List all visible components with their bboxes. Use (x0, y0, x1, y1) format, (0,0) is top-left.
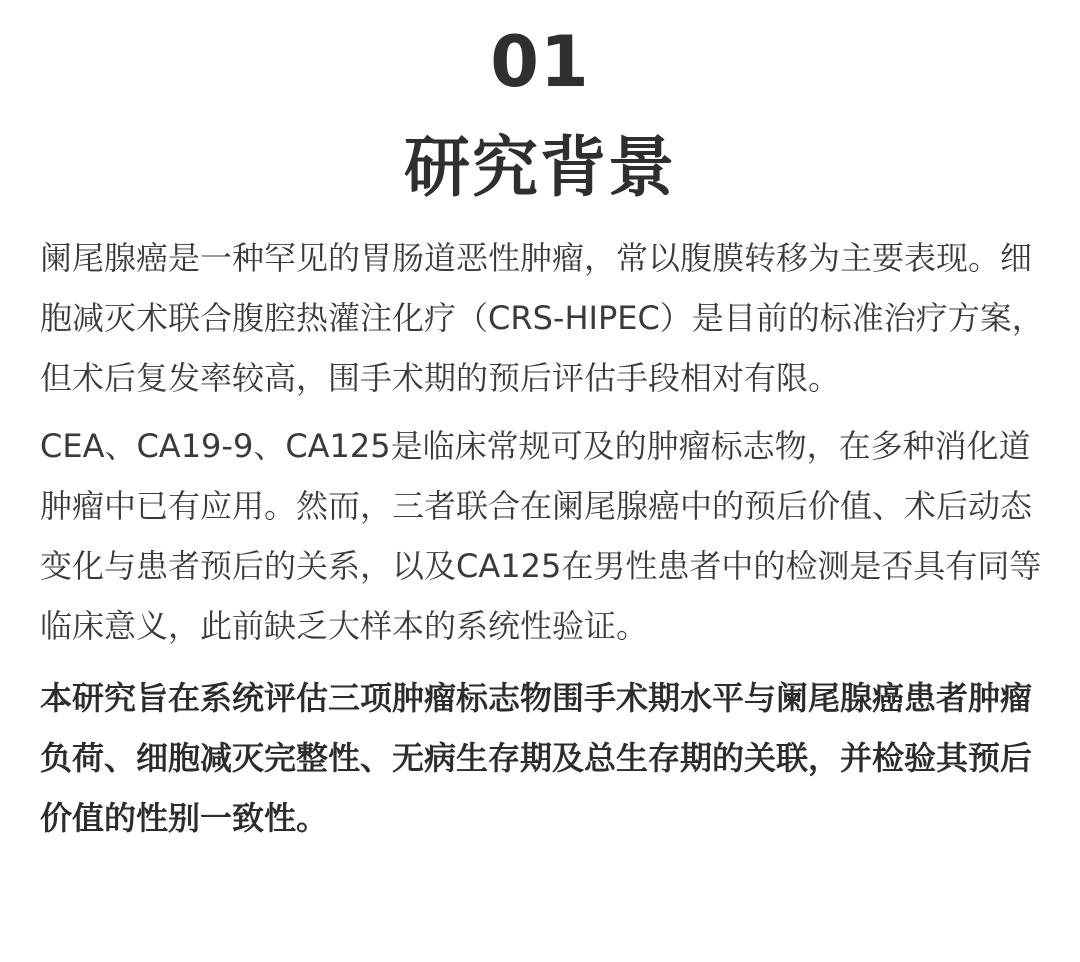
study-aim-paragraph: 本研究旨在系统评估三项肿瘤标志物围手术期水平与阑尾腺癌患者肿瘤负荷、细胞减灭完整性、无病生存期及总生存期的关联，并检验其预后价值的性别一致性。 (40, 679, 1033, 837)
section-number: 01 (490, 21, 590, 103)
background-paragraph: 阑尾腺癌是一种罕见的胃肠道恶性肿瘤，常以腹膜转移为主要表现。细胞减灭术联合腹腔热灌注化疗（CRS-HIPEC）是目前的标准治疗方案，但术后复发率较高，围手术期的预后评估手段相对有限。 (40, 239, 1044, 397)
section-title: 研究背景 (404, 129, 676, 206)
biomarker-paragraph: CEA、CA19-9、CA125是临床常规可及的肿瘤标志物，在多种消化道肿瘤中已有应用。然而，三者联合在阑尾腺癌中的预后价值、术后动态变化与患者预后的关系，以及CA125在男性患者中的检测是否具有同等临床意义，此前缺乏大样本的系统性验证。 (40, 427, 1042, 645)
article-body (40, 228, 1060, 848)
